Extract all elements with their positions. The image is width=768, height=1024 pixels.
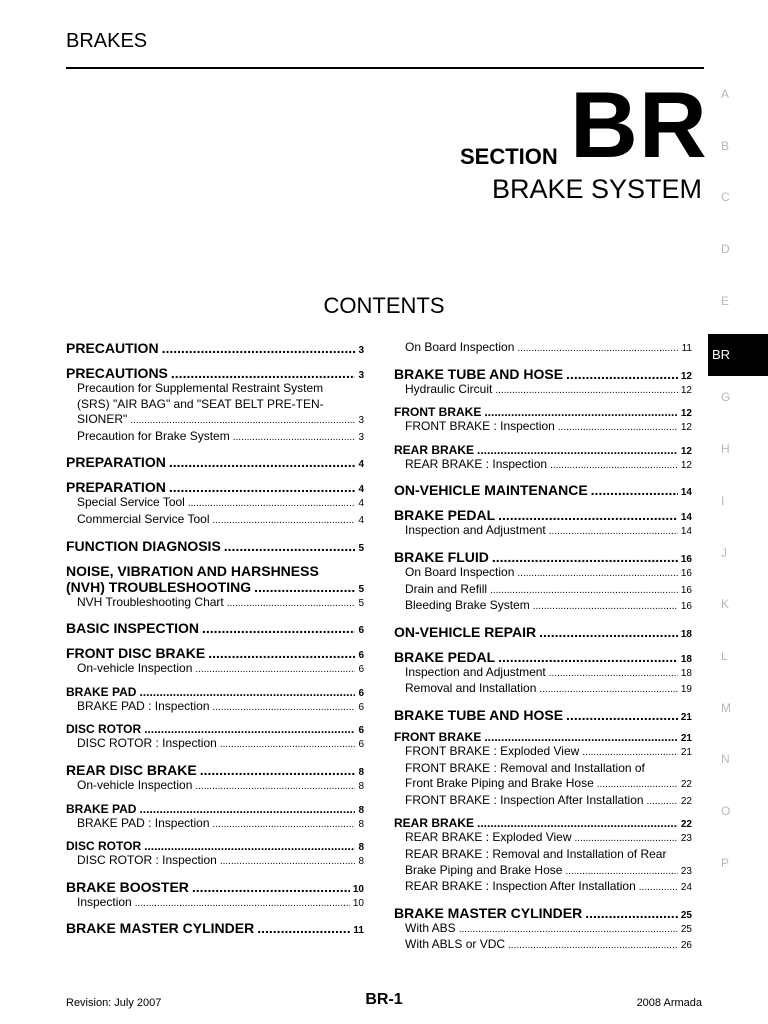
toc-entry-page: 8: [358, 780, 364, 792]
toc-entry-title: BRAKE PEDAL: [394, 648, 496, 665]
toc-entry[interactable]: [394, 921, 692, 938]
toc-entry-title: BRAKE BOOSTER: [66, 878, 189, 895]
toc-entry-title: Inspection and Adjustment: [405, 664, 546, 679]
toc-entry-title: REAR BRAKE: [394, 442, 475, 457]
toc-entry-title: PRECAUTION: [66, 340, 159, 356]
toc-entry-title: On Board Inspection: [405, 340, 515, 354]
dot-leader: [213, 513, 356, 529]
toc-entry-title: FRONT BRAKE : Inspection After Installation: [405, 792, 644, 807]
toc-entry-page: 4: [358, 514, 364, 526]
dot-leader: [254, 579, 355, 595]
toc-entry-title: Commercial Service Tool: [77, 511, 210, 526]
dot-leader: [498, 507, 678, 523]
toc-entry[interactable]: [394, 937, 692, 954]
toc-entry-page: 11: [681, 343, 692, 354]
toc-entry[interactable]: [66, 778, 364, 795]
toc-entry[interactable]: [394, 730, 692, 744]
dot-leader: [550, 458, 678, 474]
toc-entry-title: BRAKE PEDAL: [394, 507, 496, 524]
dot-leader: [144, 722, 355, 736]
toc-entry-title: FRONT BRAKE: [394, 729, 482, 744]
toc-entry[interactable]: [394, 565, 692, 582]
section-tab-h[interactable]: H: [721, 442, 730, 457]
toc-entry-page: 5: [358, 542, 364, 554]
toc-entry[interactable]: [394, 793, 692, 810]
dot-leader: [647, 794, 678, 810]
toc-entry-page: 18: [680, 667, 692, 679]
toc-entry[interactable]: [66, 762, 364, 778]
toc-entry-title: REAR BRAKE: [394, 816, 475, 831]
toc-entry-title: BRAKE PAD: [66, 801, 137, 816]
toc-entry[interactable]: [66, 595, 364, 612]
toc-entry[interactable]: [394, 366, 692, 382]
toc-entry-title: BRAKE MASTER CYLINDER: [66, 920, 255, 937]
toc-entry-title: DISC ROTOR : Inspection: [77, 736, 217, 751]
toc-entry-title: FUNCTION DIAGNOSIS: [66, 537, 221, 554]
toc-entry[interactable]: [394, 681, 692, 698]
toc-entry-page: 25: [680, 909, 692, 921]
toc-entry-page: 6: [358, 725, 364, 737]
toc-entry-title: With ABLS or VDC: [405, 937, 506, 952]
toc-entry-title: Precaution for Brake System: [77, 428, 230, 443]
toc-entry-page: 6: [358, 739, 364, 751]
toc-entry-title: REAR BRAKE : Inspection After Installation: [405, 879, 636, 894]
toc-entry[interactable]: [394, 905, 692, 921]
toc-entry-page: 6: [358, 701, 364, 713]
section-tab-n[interactable]: N: [721, 752, 730, 767]
toc-entry-title: REAR BRAKE : Exploded View: [405, 830, 572, 845]
toc-entry[interactable]: [394, 482, 692, 498]
toc-entry-page: 8: [358, 766, 364, 778]
toc-entry[interactable]: [66, 802, 364, 816]
footer-model: 2008 Armada: [636, 997, 702, 1009]
toc-entry-page: 8: [358, 804, 364, 816]
toc-entry-title: DISC ROTOR: [66, 722, 142, 737]
toc-entry[interactable]: [394, 457, 692, 474]
dot-leader: [517, 341, 678, 357]
toc-entry[interactable]: [66, 699, 364, 716]
toc-entry[interactable]: [394, 830, 692, 847]
section-tab-m[interactable]: M: [721, 700, 731, 715]
dot-leader: [200, 762, 356, 778]
dot-leader: [208, 645, 355, 661]
toc-entry-page: 16: [680, 553, 692, 565]
toc-entry[interactable]: [66, 538, 364, 554]
toc-entry-page: 24: [680, 882, 692, 894]
toc-entry[interactable]: [394, 624, 692, 640]
toc-entry-page: 12: [680, 445, 692, 457]
dot-leader: [213, 700, 356, 716]
toc-entry-page: 18: [680, 628, 692, 640]
toc-entry-title: BASIC INSPECTION: [66, 620, 200, 637]
toc-entry[interactable]: [394, 847, 692, 879]
toc-entry-title: (NVH) TROUBLESHOOTING: [66, 578, 252, 595]
toc-entry[interactable]: [394, 707, 692, 723]
toc-entry-title: Special Service Tool: [77, 495, 185, 510]
dot-leader: [549, 524, 678, 540]
section-tabs: [708, 82, 768, 902]
toc-entry[interactable]: [394, 405, 692, 419]
dot-leader: [597, 777, 678, 793]
section-tab-l[interactable]: L: [721, 648, 728, 663]
toc-entry[interactable]: [66, 340, 364, 356]
section-tab-a[interactable]: A: [721, 87, 730, 101]
dot-leader: [477, 443, 678, 457]
toc-entry[interactable]: [394, 816, 692, 830]
toc-entry-page: 5: [358, 597, 364, 609]
toc-entry-page: 4: [358, 498, 364, 510]
toc-entry[interactable]: [66, 661, 364, 678]
section-title: BRAKE SYSTEM: [491, 174, 702, 204]
toc-entry-title: BRAKE MASTER CYLINDER: [394, 904, 583, 921]
dot-leader: [192, 879, 350, 895]
section-tab-g[interactable]: G: [721, 390, 731, 405]
toc-entry-title: BRAKE PAD : Inspection: [77, 698, 210, 713]
toc-entry-page: 3: [358, 345, 364, 356]
dot-leader: [135, 896, 350, 912]
contents-heading: CONTENTS: [323, 293, 445, 318]
toc-entry[interactable]: [66, 722, 364, 736]
dot-leader: [498, 649, 678, 665]
toc-entry-line: (SRS) "AIR BAG" and "SEAT BELT PRE-TEN-: [77, 396, 324, 411]
toc-entry[interactable]: [66, 429, 364, 446]
dot-leader: [533, 599, 678, 615]
toc-entry[interactable]: [66, 495, 364, 512]
dot-leader: [144, 839, 355, 853]
toc-entry[interactable]: [394, 507, 692, 523]
toc-entry-page: 12: [680, 370, 692, 382]
toc-entry-title: Inspection and Adjustment: [405, 523, 546, 538]
toc-entry-page: 6: [358, 664, 364, 676]
toc-entry-title: On Board Inspection: [405, 564, 515, 579]
dot-leader: [517, 566, 677, 582]
toc-entry-title: FRONT DISC BRAKE: [66, 645, 206, 662]
toc-entry-page: 14: [680, 526, 692, 538]
toc-entry-page: 8: [358, 856, 364, 868]
toc-entry-title: ON-VEHICLE REPAIR: [394, 623, 537, 640]
section-tab-i[interactable]: I: [721, 493, 725, 508]
toc-entry[interactable]: [66, 381, 364, 429]
toc-entry-page: 25: [680, 923, 692, 935]
toc-entry-title: BRAKE PAD : Inspection: [77, 815, 210, 830]
toc-entry[interactable]: [66, 365, 364, 381]
toc-entry[interactable]: [66, 645, 364, 661]
toc-entry-page: 21: [680, 746, 692, 758]
section-tab-p[interactable]: P: [721, 855, 730, 870]
section-tab-j[interactable]: J: [721, 545, 727, 560]
toc-entry-title: PRECAUTIONS: [66, 365, 168, 381]
toc-entry-title: Hydraulic Circuit: [405, 381, 493, 396]
dot-leader: [224, 538, 356, 554]
toc-entry-title: FRONT BRAKE: [394, 405, 482, 420]
dot-leader: [539, 624, 678, 640]
dot-leader: [257, 920, 350, 936]
dot-leader: [227, 596, 356, 612]
footer-revision: Revision: July 2007: [66, 997, 162, 1009]
toc-entry[interactable]: [394, 443, 692, 457]
toc-entry[interactable]: [394, 598, 692, 615]
toc-entry-page: 8: [358, 818, 364, 830]
toc-entry-title: REAR BRAKE : Inspection: [405, 456, 548, 471]
toc-entry-page: 4: [358, 484, 364, 496]
toc-entry[interactable]: [394, 665, 692, 682]
toc-entry[interactable]: [394, 761, 692, 793]
toc-entry[interactable]: [66, 620, 364, 636]
dot-leader: [639, 880, 678, 896]
toc-entry-title: DISC ROTOR : Inspection: [77, 853, 217, 868]
toc-entry-page: 18: [680, 653, 692, 665]
toc-entry-page: 22: [680, 795, 692, 807]
toc-entry-line: FRONT BRAKE : Removal and Installation of: [405, 760, 645, 775]
toc-entry-page: 12: [680, 459, 692, 471]
dot-leader: [220, 854, 356, 870]
dot-leader: [484, 730, 678, 744]
toc-entry-page: 21: [680, 732, 692, 744]
toc-entry-page: 6: [358, 625, 364, 637]
dot-leader: [459, 922, 678, 938]
dot-leader: [169, 479, 356, 495]
toc-entry-page: 23: [680, 865, 692, 877]
toc-entry[interactable]: [66, 736, 364, 753]
toc-entry-title: BRAKE TUBE AND HOSE: [394, 365, 564, 382]
toc-entry-page: 4: [358, 459, 364, 471]
toc-entry-title: SIONER": [77, 412, 128, 427]
toc-entry-page: 22: [680, 819, 692, 831]
dot-leader: [582, 745, 678, 761]
dot-leader: [195, 779, 355, 795]
toc-entry-title: BRAKE FLUID: [394, 548, 489, 565]
toc-entry-page: 3: [358, 415, 364, 427]
dot-leader: [575, 831, 678, 847]
dot-leader: [233, 430, 356, 446]
dot-leader: [139, 685, 355, 699]
toc-right-column: [394, 340, 692, 954]
toc-entry-page: 19: [680, 684, 692, 696]
toc-entry-page: 22: [680, 779, 692, 791]
toc-entry[interactable]: [66, 879, 364, 895]
toc-entry[interactable]: [394, 419, 692, 436]
toc-entry-page: 16: [680, 567, 692, 579]
toc-entry[interactable]: [66, 563, 364, 595]
toc-entry-title: DISC ROTOR: [66, 839, 142, 854]
footer-page-code: BR-1: [365, 991, 403, 1008]
toc-entry-page: 8: [358, 842, 364, 854]
toc-entry-title: BRAKE TUBE AND HOSE: [394, 706, 564, 723]
dot-leader: [484, 405, 678, 419]
dot-leader: [139, 802, 355, 816]
dot-leader: [585, 905, 678, 921]
toc-entry-title: BRAKE PAD: [66, 684, 137, 699]
toc-entry-page: 12: [680, 422, 692, 434]
toc-entry[interactable]: [394, 744, 692, 761]
toc-entry[interactable]: [394, 649, 692, 665]
section-tab-br[interactable]: BR: [708, 334, 768, 376]
dot-leader: [495, 383, 678, 399]
dot-leader: [213, 817, 356, 833]
toc-entry-page: 12: [680, 408, 692, 420]
toc-entry-page: 10: [352, 883, 364, 895]
dot-leader: [169, 454, 356, 470]
toc-entry-title: FRONT BRAKE : Exploded View: [405, 743, 580, 758]
section-tab-k[interactable]: K: [721, 597, 730, 612]
toc-entry-page: 3: [358, 370, 364, 381]
toc-entry-page: 6: [358, 687, 364, 699]
toc-entry-page: 11: [353, 925, 364, 937]
toc-entry-title: Front Brake Piping and Brake Hose: [405, 776, 594, 791]
dot-leader: [195, 662, 355, 678]
toc-entry-title: PREPARATION: [66, 454, 166, 471]
section-tab-b[interactable]: B: [721, 138, 730, 153]
toc-entry[interactable]: [66, 853, 364, 870]
dot-leader: [490, 583, 678, 599]
toc-entry[interactable]: [394, 879, 692, 896]
dot-leader: [591, 482, 678, 498]
toc-entry-page: 16: [680, 601, 692, 613]
toc-entry-page: 23: [680, 833, 692, 845]
dot-leader: [565, 864, 677, 880]
dot-leader: [492, 549, 678, 565]
toc-entry-page: 16: [680, 584, 692, 596]
toc-entry-line: NOISE, VIBRATION AND HARSHNESS: [66, 562, 319, 579]
toc-entry-page: 26: [680, 940, 692, 952]
toc-entry-page: 6: [358, 650, 364, 662]
section-code: BR: [570, 72, 708, 177]
page-header-title: BRAKES: [66, 30, 148, 52]
dot-leader: [477, 816, 678, 830]
section-word: SECTION: [460, 144, 558, 169]
toc-entry-title: NVH Troubleshooting Chart: [77, 594, 224, 609]
toc-entry[interactable]: [66, 512, 364, 529]
dot-leader: [202, 620, 355, 636]
toc-entry-title: FRONT BRAKE : Inspection: [405, 419, 555, 434]
section-tab-e[interactable]: E: [721, 293, 730, 308]
toc-entry-page: 21: [680, 711, 692, 723]
toc-entry-title: Bleeding Brake System: [405, 598, 530, 613]
toc-entry-title: With ABS: [405, 920, 456, 935]
toc-entry[interactable]: [66, 816, 364, 833]
toc-entry-page: 10: [352, 897, 364, 909]
toc-entry-page: 14: [680, 512, 692, 524]
toc-entry-title: Removal and Installation: [405, 681, 537, 696]
dot-leader: [130, 413, 355, 429]
dot-leader: [549, 666, 678, 682]
toc-entry-page: 3: [358, 431, 364, 443]
dot-leader: [558, 420, 678, 436]
toc-entry[interactable]: [394, 549, 692, 565]
toc-entry-title: On-vehicle Inspection: [77, 661, 193, 676]
toc-entry[interactable]: [66, 839, 364, 853]
dot-leader: [566, 366, 678, 382]
toc-entry-line: Precaution for Supplemental Restraint System: [77, 381, 324, 395]
section-tab-c[interactable]: C: [721, 190, 730, 205]
header-rule: [66, 67, 704, 69]
dot-leader: [162, 340, 356, 356]
dot-leader: [566, 707, 678, 723]
toc-entry-title: ON-VEHICLE MAINTENANCE: [394, 482, 588, 499]
toc-entry-title: Drain and Refill: [405, 581, 488, 596]
section-tab-d[interactable]: D: [721, 242, 730, 257]
toc-entry-title: REAR DISC BRAKE: [66, 761, 197, 778]
toc-entry[interactable]: [66, 920, 364, 936]
toc-left-column: [66, 340, 364, 936]
toc-entry[interactable]: [394, 382, 692, 399]
toc-entry[interactable]: [394, 340, 692, 357]
dot-leader: [539, 682, 677, 698]
dot-leader: [171, 365, 356, 381]
toc-entry-title: PREPARATION: [66, 479, 166, 496]
toc-entry[interactable]: [394, 523, 692, 540]
dot-leader: [508, 938, 678, 954]
toc-entry-page: 14: [680, 487, 692, 499]
toc-entry[interactable]: [66, 895, 364, 912]
toc-entry-page: 12: [680, 384, 692, 396]
toc-entry[interactable]: [394, 582, 692, 599]
toc-entry-page: 5: [358, 583, 364, 595]
toc-entry-line: REAR BRAKE : Removal and Installation of Rear: [405, 846, 667, 861]
toc-entry[interactable]: [66, 454, 364, 470]
toc-entry[interactable]: [66, 685, 364, 699]
dot-leader: [220, 737, 356, 753]
toc-entry-title: Brake Piping and Brake Hose: [405, 862, 563, 877]
dot-leader: [188, 496, 356, 512]
toc-entry-title: On-vehicle Inspection: [77, 777, 193, 792]
toc-entry[interactable]: [66, 479, 364, 495]
toc-entry-title: Inspection: [77, 894, 132, 909]
section-tab-o[interactable]: O: [721, 803, 731, 818]
